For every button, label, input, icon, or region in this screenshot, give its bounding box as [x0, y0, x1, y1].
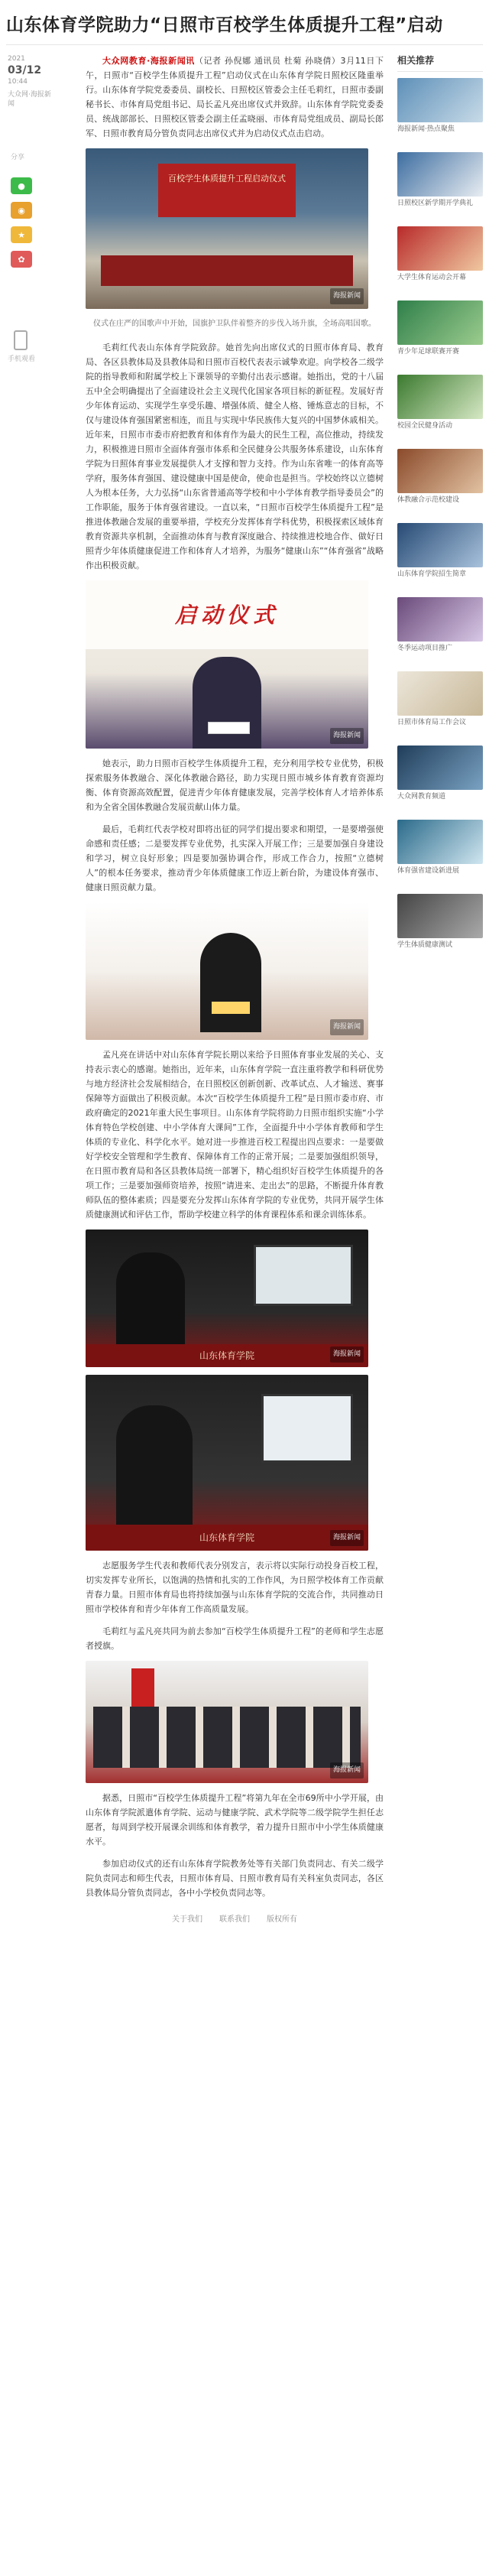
publish-date: 03/12	[8, 64, 42, 76]
related-title[interactable]: 青少年足球联赛开赛	[397, 348, 460, 356]
article-paragraph: 她表示，助力日照市百校学生体质提升工程，充分利用学校专业优势，积极探索服务体教融合、深化体教融合路径，助力实现日照市城乡体育教育资源均衡、体育资源高效配置，促进青少年体育健康发展，完善学校体育人才培养体系和为全省全国体教融合发展贡献山体力量。	[86, 759, 384, 812]
footer-link[interactable]: 联系我们	[219, 1915, 250, 1924]
related-title[interactable]: 大学生体育运动会开幕	[397, 274, 467, 281]
stage-backdrop	[86, 580, 368, 649]
article-paragraph: 毛莉红代表山东体育学院致辞。她首先向出席仪式的日照市体育局、教育局、各区县教体局及县教体局和日照市百校代表表示诚挚欢迎。向学校各二级学院的指导教师和附属学校上下课领导的辛勤付出表示感谢。她指出，党的十八届五中全会明确提出了全面建设社会主义现代化国家各项目标的新征程。发展好青少年体育运动、实现学生享受乐趣、增强体质、健全人格、锤炼意志的目标，不仅与建设体育强国紧密相连，而且与实现中华民族伟大复兴的中国梦休戚相关。近年来，日照市市委市府把教育和体育作为最大的民生工程，高位推动，持续发力，积极推进日照市全面体育强市体系和全民健身公共服务体系建设，山东体育学院为日照体育事业发展提供人才支撑和智力支持。作为山东省唯一的体育高等学府，服务体育强国、建设健康中国是使命，使命也是担当。学校始终以立德树人为根本任务，大力弘扬“山东省普通高等学校和中小学体育教学指导委员会”的工作职能，服务于体育强省建设。一直以来，“日照市百校学生体质提升工程”是推进体教融合发展的重要举措，学校充分发挥体育学科优势，积极探索区域体育教育资源共享机制，全面推动体育与教育深度融合、持续推进校地合作、做好日照青少年体质健康促进工作和体育人才培养，为服务“健康山东”“体育强省”战略作出积极贡献。	[86, 343, 384, 570]
name-plate	[212, 1002, 250, 1014]
related-item[interactable]	[397, 78, 483, 143]
photo-watermark: 海报新闻	[330, 1530, 364, 1546]
related-title[interactable]: 日照校区新学期开学典礼	[397, 200, 474, 207]
article-paragraph: 孟凡亮在讲话中对山东体育学院长期以来给予日照体育事业发展的关心、支持表示衷心的感谢。她指出，近年来，山东体育学院一直注重将教学和科研优势与地方经济社会发展相结合，在日照校区创新创新、改革试点、人才输送、赛事保障等方面做出了积极贡献。本次“百校学生体质提升工程”是日照市委市府、市政府确定的2021年重大民生事项目。山东体育学院将助力日照市组织实施“小学体育特色学校创建、中小学体育大课间”工作，全面提升中小学体育教师和学生体质的专业化、科学化水平。她对进一步推进百校工程提出四点要求：一是要做好学校安全管理和学生教育、保障体育工作的正常开展；二是要加强组织领导，在日照市教育局和各区县教体局统一部署下，精心组织好百校学生体质提升的各项工作；三是要加强师资培养，按照“请进来、走出去”的思路，不断提升体育教师队伍的整体素质；四是要充分发挥山东体育学院的专业优势，共同开展学生体质健康测试和评估工作，帮助学校建立科学的体育课程体系和课余训练体系。	[86, 1050, 384, 1220]
related-title[interactable]: 冬季运动项目推广	[397, 645, 453, 652]
related-thumbnail[interactable]	[397, 152, 483, 197]
related-item[interactable]	[397, 449, 483, 514]
footer-link[interactable]: 关于我们	[172, 1915, 202, 1924]
footer-link[interactable]: 版权所有	[267, 1915, 297, 1924]
phone-icon[interactable]	[14, 330, 28, 350]
participants-row	[93, 1707, 361, 1768]
article-source: 大众网·海报新闻	[8, 91, 51, 108]
related-item[interactable]	[397, 226, 483, 291]
photo-watermark: 海报新闻	[330, 728, 364, 744]
rostrum-table	[101, 255, 353, 286]
related-item[interactable]	[397, 523, 483, 588]
related-thumbnail[interactable]	[397, 746, 483, 790]
podium-sign: 山东体育学院	[86, 1525, 368, 1551]
related-thumbnail[interactable]	[397, 226, 483, 271]
related-title[interactable]: 大众网教育频道	[397, 793, 446, 801]
speaker-photo	[86, 902, 368, 1040]
related-title[interactable]: 山东体育学院招生简章	[397, 570, 467, 578]
share-qq-button[interactable]	[11, 226, 32, 243]
related-item[interactable]	[397, 375, 483, 440]
publish-time: 10:44	[8, 78, 28, 86]
lead-text: （记者 孙倪娜 通讯员 杜菊 孙晓倩）3月11日下午，日照市“百校学生体质提升工程”启动仪式在山东体育学院日照校区隆重举行。山东体育学院党委委员、副校长、日照校区管委会主任毛莉红，日照市委副秘书长、市体育局党组书记、局长孟凡亮出席仪式并致辞。山东体育学院党委委员、统战部部长、日照校区管委会副主任孟晓丽、市体育局党组成员、副局长郎军、日照市教育局分管负责同志出席仪式并为启动仪式点击启动。	[86, 56, 384, 138]
title-divider	[6, 44, 483, 45]
publish-year: 2021	[8, 55, 25, 63]
teacher-figure	[116, 1405, 193, 1528]
related-title[interactable]: 学生体质健康测试	[397, 941, 453, 949]
photo-watermark: 海报新闻	[330, 1346, 364, 1363]
speaker-photo	[86, 580, 368, 749]
student-figure	[116, 1252, 185, 1352]
share-wechat-button[interactable]	[11, 177, 32, 194]
related-item[interactable]	[397, 671, 483, 736]
related-thumbnail[interactable]	[397, 671, 483, 716]
related-item[interactable]	[397, 820, 483, 885]
article-paragraph: 据悉，日照市“百校学生体质提升工程”将第九年在全市69所中小学开展，由山东体育学院派遣体育学院、运动与健康学院、武术学院等二级学院学生担任志愿者，每周到学校开展课余训练和体育教学，着力提升日照市中小学生体质健康水平。	[86, 1793, 384, 1847]
photo-watermark: 海报新闻	[330, 288, 364, 304]
related-thumbnail[interactable]	[397, 375, 483, 419]
related-thumbnail[interactable]	[397, 597, 483, 642]
phone-view-label: 手机观看	[8, 356, 36, 363]
related-title[interactable]: 体教融合示范校建设	[397, 496, 460, 504]
name-plate	[208, 722, 250, 734]
related-title[interactable]: 校园全民健身活动	[397, 422, 453, 430]
related-title[interactable]: 海报新闻·热点聚焦	[397, 125, 455, 133]
related-item[interactable]	[397, 597, 483, 662]
qq-icon: ★	[18, 229, 25, 240]
article-paragraph: 志愿服务学生代表和教师代表分别发言，表示将以实际行动投身百校工程，切实发挥专业所长，以饱满的热情和扎实的工作作风，为日照学校体育工作贡献青春力量。日照市体育局也将持续加强与山东体育学院的交流合作，共同推动日照市学校体育和青少年体育工作高质量发展。	[86, 1561, 384, 1614]
qzone-icon: ✿	[18, 254, 25, 265]
related-thumbnail[interactable]	[397, 894, 483, 938]
speaker-figure	[200, 933, 261, 1032]
wechat-icon: ●	[18, 180, 25, 191]
projector-screen	[254, 1245, 353, 1306]
related-thumbnail[interactable]	[397, 449, 483, 493]
article-paragraph: 参加启动仪式的还有山东体育学院教务处等有关部门负责同志、有关二级学院负责同志和师生代表，日照市体育局、日照市教育局有关科室负责同志，各区县教体局分管负责同志，各中小学校负责同志等。	[86, 1859, 384, 1898]
related-item[interactable]	[397, 300, 483, 365]
share-weibo-button[interactable]	[11, 202, 32, 219]
ceremony-photo	[86, 148, 368, 309]
related-title[interactable]: 日照市体育局工作会议	[397, 719, 467, 726]
article-paragraph: 最后，毛莉红代表学校对即将出征的同学们提出要求和期望，一是要增强使命感和责任感；二是要发挥专业优势，扎实深入开展工作；三是要加强自身建设和学习，树立良好形象；四是要加强协调合作，形成工作合力，按照“立德树人”的根本任务要求，推动青少年体质健康工作迈上新台阶，为建设体育强市、健康日照贡献力量。	[86, 824, 384, 892]
related-item[interactable]	[397, 152, 483, 217]
photo-watermark: 海报新闻	[330, 1019, 364, 1035]
article-body	[86, 54, 384, 1927]
podium-sign: 山东体育学院	[86, 1344, 368, 1367]
sidebar-heading: 相关推荐	[397, 54, 483, 72]
related-item[interactable]	[397, 746, 483, 810]
article-meta	[8, 55, 55, 109]
share-label: 分享	[11, 154, 25, 161]
article-lead	[86, 54, 384, 141]
ceremony-banner: 百校学生体质提升工程启动仪式	[158, 164, 296, 217]
article-paragraph: 毛莉红与孟凡亮共同为前去参加“百校学生体质提升工程”的老师和学生志愿者授旗。	[86, 1626, 384, 1651]
projector-screen	[261, 1394, 353, 1463]
student-speech-photo	[86, 1230, 368, 1367]
related-thumbnail[interactable]	[397, 820, 483, 864]
related-thumbnail[interactable]	[397, 78, 483, 122]
related-sidebar	[397, 54, 483, 968]
lead-source: 大众网教育·海报新闻讯	[102, 56, 195, 66]
related-thumbnail[interactable]	[397, 300, 483, 345]
related-item[interactable]	[397, 894, 483, 959]
related-thumbnail[interactable]	[397, 523, 483, 567]
footer-links	[86, 1912, 384, 1927]
flag-presentation-photo	[86, 1661, 368, 1783]
photo-watermark: 海报新闻	[330, 1762, 364, 1779]
weibo-icon: ◉	[18, 205, 25, 216]
photo-caption: 仪式在庄严的国歌声中开始，国旗护卫队伴着整齐的步伐入场升旗，全场高唱国歌。	[93, 320, 376, 328]
page-title: 山东体育学院助力“日照市百校学生体质提升工程”启动	[6, 15, 443, 35]
related-title[interactable]: 体育强省建设新进展	[397, 867, 460, 875]
share-qzone-button[interactable]	[11, 251, 32, 268]
stage-text: 启动仪式	[174, 602, 279, 628]
speaker-figure	[193, 657, 261, 749]
teacher-speech-photo	[86, 1375, 368, 1551]
